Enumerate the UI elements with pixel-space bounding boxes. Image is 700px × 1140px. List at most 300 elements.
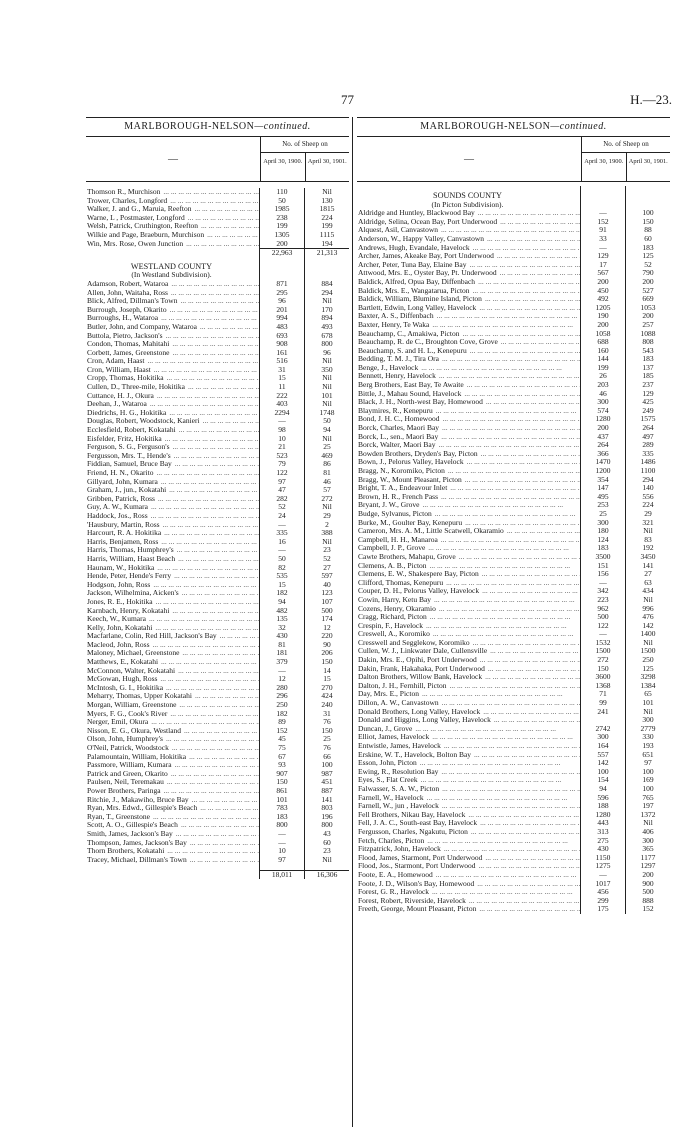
sheep-1900-value: —: [580, 579, 625, 588]
sheep-1900-value: 150: [580, 665, 625, 674]
table-row: [357, 244, 670, 253]
sheep-1901-value: 97: [625, 759, 670, 768]
sheep-1901-value: 350: [304, 366, 349, 375]
sheep-1900-value: —: [580, 630, 625, 639]
sheep-1901-value: 169: [625, 776, 670, 785]
table-row: [357, 493, 670, 502]
sheep-1900-value: 907: [259, 770, 304, 779]
sheep-1901-value: 29: [625, 510, 670, 519]
owner-name: Baldick, Alfred, Opua Bay, Diffenbach ... .: [357, 278, 580, 287]
table-row: [357, 415, 670, 424]
owner-name: Crespin, F., Havelock ... .: [357, 622, 580, 631]
owner-name: Butler, John, and Company, Wataroa ... .: [86, 323, 259, 332]
sheep-1901-value: 199: [304, 222, 349, 231]
table-row: [86, 297, 349, 306]
owner-name: Attwood, Mrs. E., Oyster Bay, Pt. Underwood ... .: [357, 269, 580, 278]
sheep-1901-value: Nil: [304, 188, 349, 197]
sheep-1901-value: 321: [625, 519, 670, 528]
table-row: [86, 667, 349, 676]
sheep-1900-value: 871: [259, 280, 304, 289]
owner-name: Campbell, J. P., Grove ... .: [357, 544, 580, 553]
sheep-1901-value: 200: [625, 278, 670, 287]
sheep-1900-value: 962: [580, 605, 625, 614]
owner-name: Baxter, Henry, Te Waka ... .: [357, 321, 580, 330]
owner-name: Fergusson, Charles, Ngakutu, Picton ... .: [357, 828, 580, 837]
sheep-1900-value: 33: [580, 235, 625, 244]
table-row: [86, 222, 349, 231]
table-row: [357, 321, 670, 330]
table-row: [86, 383, 349, 392]
owner-name: Harris, Benjamen, Ross ... .: [86, 538, 259, 547]
sheep-1900-value: 523: [259, 452, 304, 461]
sheep-1900-value: 241: [580, 708, 625, 717]
owner-name: Clemens, A. B., Picton ... .: [357, 562, 580, 571]
owner-name: Creswell, A., Koromiko ... .: [357, 630, 580, 639]
owner-name: Couper, D. H., Pelorus Valley, Havelock ... .: [357, 587, 580, 596]
table-row: [357, 759, 670, 768]
sheep-1901-value: 183: [625, 244, 670, 253]
sheep-1901-value: 193: [625, 742, 670, 751]
table-row: [357, 596, 670, 605]
table-row: [86, 718, 349, 727]
sheep-1900-value: 693: [259, 332, 304, 341]
owner-name: Archer, Peter, Tuna Bay, Elaine Bay ... .: [357, 261, 580, 270]
table-row: [357, 880, 670, 889]
owner-name: Ryan, T., Greenstone ... .: [86, 813, 259, 822]
sheep-1900-value: 93: [259, 761, 304, 770]
table-row: [86, 214, 349, 223]
sheep-1901-value: 150: [304, 727, 349, 736]
owner-name: Baldick, William, Blumine Island, Picton ... .: [357, 295, 580, 304]
sheep-1900-value: 200: [259, 240, 304, 249]
table-row: [357, 330, 670, 339]
sheep-1901-value: Nil: [625, 639, 670, 648]
sheep-1900-value: 557: [580, 751, 625, 760]
sheep-1900-value: 1470: [580, 458, 625, 467]
sheep-1900-value: 342: [580, 587, 625, 596]
subdivision-label: [357, 201, 670, 210]
sheep-1900-value: 354: [580, 476, 625, 485]
sheep-1900-value: 1985: [259, 205, 304, 214]
table-row: [86, 409, 349, 418]
owner-name: Dalton Brothers, Willow Bank, Havelock ... .: [357, 673, 580, 682]
table-row: [357, 209, 670, 218]
table-row: [357, 905, 670, 914]
table-row: [357, 639, 670, 648]
date-1900-header: April 30, 1900.: [263, 158, 303, 165]
owner-name: Thomson R., Murchison ... .: [86, 188, 259, 197]
owner-name: Bartlett, Edwin, Long Valley, Havelock ... .: [357, 304, 580, 313]
owner-name: Corbett, James, Greenstone ... .: [86, 349, 259, 358]
sheep-1900-value: 183: [580, 544, 625, 553]
owner-name: Meharry, Thomas, Upper Kokatahi ... .: [86, 692, 259, 701]
owner-name: Fell, J. A. C., South-east Bay, Havelock ... .: [357, 819, 580, 828]
table-row: [86, 555, 349, 564]
sheep-1900-value: 222: [259, 392, 304, 401]
table-row: [86, 692, 349, 701]
section-heading: [86, 263, 349, 272]
sheep-1901-value: Nil: [304, 357, 349, 366]
owner-name: Flood, Jos., Starmont, Port Underwood ... .: [357, 862, 580, 871]
owner-name: Gillyard, John, Kumara ... .: [86, 478, 259, 487]
sheep-1901-value: 43: [304, 830, 349, 839]
sheep-1901-value: Nil: [304, 297, 349, 306]
table-row: [86, 332, 349, 341]
table-row: [357, 888, 670, 897]
sheep-1900-value: 160: [580, 347, 625, 356]
sheep-1901-value: 527: [625, 287, 670, 296]
owner-name: Diedrichs, H. G., Hokitika ... .: [86, 409, 259, 418]
sheep-1901-value: 887: [304, 787, 349, 796]
sheep-1901-value: 543: [625, 347, 670, 356]
owner-name: Donald and Higgins, Long Valley, Havelock ... .: [357, 716, 580, 725]
sheep-1901-value: Nil: [304, 538, 349, 547]
sheep-1901-value: Nil: [625, 708, 670, 717]
table-row: [86, 546, 349, 555]
sheep-1900-value: 99: [580, 699, 625, 708]
sheep-1900-value: 175: [580, 905, 625, 914]
sheep-1901-value: 29: [304, 512, 349, 521]
owner-name: Fergusson, Mrs. T., Hende's ... .: [86, 452, 259, 461]
table-row: [86, 280, 349, 289]
date-1901-header: April 30, 1901.: [305, 153, 350, 181]
sheep-1901-value: 46: [304, 478, 349, 487]
sheep-1900-value: 1275: [580, 862, 625, 871]
sheep-1900-value: 182: [259, 589, 304, 598]
sheep-1901-value: 3298: [625, 673, 670, 682]
sheep-1901-value: 434: [625, 587, 670, 596]
sheep-1901-value: 192: [625, 544, 670, 553]
sheep-1900-value: 46: [580, 390, 625, 399]
sheep-1901-value: 81: [304, 469, 349, 478]
sheep-1901-value: 76: [304, 718, 349, 727]
table-row: [357, 622, 670, 631]
sheep-1900-value: 151: [580, 562, 625, 571]
sheep-1900-value: 1017: [580, 880, 625, 889]
sheep-1900-value: 122: [580, 622, 625, 631]
sheep-1900-value: 147: [580, 484, 625, 493]
sheep-1900-value: 688: [580, 338, 625, 347]
sheep-1900-value: 2294: [259, 409, 304, 418]
sheep-1900-value: 492: [580, 295, 625, 304]
sheep-1900-value: 264: [580, 441, 625, 450]
sheep-1900-value: 154: [580, 776, 625, 785]
sheep-1901-value: 50: [304, 417, 349, 426]
table-row: [86, 778, 349, 787]
owner-name: Borck, Walter, Maori Bay ... .: [357, 441, 580, 450]
table-row: [86, 289, 349, 298]
sheep-1900-value: 483: [259, 323, 304, 332]
owner-name: Paulsen, Neil, Teremakau ... .: [86, 778, 259, 787]
owner-name: Karnbach, Henry, Kokatahi ... .: [86, 607, 259, 616]
owner-name: Olson, John, Humphrey's ... .: [86, 735, 259, 744]
sheep-1900-value: 91: [580, 226, 625, 235]
owner-name: Clifford, Thomas, Kenepuru ... .: [357, 579, 580, 588]
table-row: [86, 521, 349, 530]
sheep-1901-value: 12: [304, 624, 349, 633]
sheep-1901-value: 237: [625, 381, 670, 390]
sheep-1900-value: 482: [259, 607, 304, 616]
owner-name: Cowin, Harry, Ketu Bay ... .: [357, 596, 580, 605]
sheep-1901-value: 100: [625, 785, 670, 794]
sheep-1900-value: 152: [580, 218, 625, 227]
owner-name: Graham, J., jun., Kokatahi ... .: [86, 486, 259, 495]
table-row: [86, 205, 349, 214]
sheep-1900-value: 250: [259, 701, 304, 710]
table-row: [357, 716, 670, 725]
table-row: [357, 819, 670, 828]
sheep-1900-value: 52: [259, 503, 304, 512]
sheep-1901-value: 141: [304, 796, 349, 805]
owner-name: Bond, J. H. C., Homewood ... .: [357, 415, 580, 424]
sheep-1900-value: 443: [580, 819, 625, 828]
sheep-1901-value: Nil: [304, 400, 349, 409]
sheep-1901-value: 194: [304, 240, 349, 249]
sheep-1901-value: 174: [304, 615, 349, 624]
sheep-1901-value: 1297: [625, 862, 670, 871]
sheep-count-header: No. of Sheep on: [261, 137, 349, 153]
table-row: [357, 897, 670, 906]
sheep-1901-value: 800: [304, 821, 349, 830]
table-row: [357, 467, 670, 476]
sheep-1901-value: 330: [625, 733, 670, 742]
owner-name: Falwasser, S. A. W., Picton ... .: [357, 785, 580, 794]
owner-name: Welsh, Patrick, Cruthington, Reefton ... .: [86, 222, 259, 231]
sheep-1900-value: 15: [259, 374, 304, 383]
sheep-1900-value: 908: [259, 340, 304, 349]
sheep-1901-value: 94: [304, 426, 349, 435]
table-row: [86, 830, 349, 839]
sheep-1900-value: 861: [259, 787, 304, 796]
sheep-1900-value: 161: [259, 349, 304, 358]
table-row: [357, 794, 670, 803]
sheep-1901-value: 88: [625, 226, 670, 235]
sheep-1901-value: 1748: [304, 409, 349, 418]
sheep-1901-value: 1486: [625, 458, 670, 467]
left-table-body: [86, 182, 349, 879]
owner-name: Guy, A. W., Kumara ... .: [86, 503, 259, 512]
table-row: [357, 390, 670, 399]
owner-name: Brown, H. R., French Pass ... .: [357, 493, 580, 502]
owner-name: Cullen, W. J., Linkwater Dale, Cullensville ... .: [357, 647, 580, 656]
owner-name: Andrews, Hugh, Evandale, Havelock ... .: [357, 244, 580, 253]
sheep-1900-value: 75: [259, 744, 304, 753]
sheep-1901-value: Nil: [304, 503, 349, 512]
sheep-1900-value: 89: [259, 718, 304, 727]
owner-name: Beauchamp, R. de C., Broughton Cove, Grove ... .: [357, 338, 580, 347]
sheep-1900-value: 22,963: [259, 248, 304, 257]
sheep-1900-value: 188: [580, 802, 625, 811]
sheep-1900-value: 430: [259, 632, 304, 641]
owner-name: Myers, F. G., Cook's River ... .: [86, 710, 259, 719]
sheep-1900-value: 79: [259, 460, 304, 469]
table-row: [86, 323, 349, 332]
sheep-1900-value: 110: [259, 188, 304, 197]
sheep-1901-value: 3450: [625, 553, 670, 562]
table-row: [86, 744, 349, 753]
owner-name: Patrick and Green, Okarito ... .: [86, 770, 259, 779]
table-row: [86, 197, 349, 206]
sheep-1900-value: 994: [259, 314, 304, 323]
owner-name: Nerger, Emil, Okura ... .: [86, 718, 259, 727]
sheep-1900-value: 10: [259, 435, 304, 444]
owner-name: Cullen, D., Three-mile, Hokitika ... .: [86, 383, 259, 392]
owner-name: Burke, M., Goulter Bay, Kenepuru ... .: [357, 519, 580, 528]
sheep-1901-value: 1575: [625, 415, 670, 424]
table-row: [357, 441, 670, 450]
sheep-1900-value: —: [259, 417, 304, 426]
table-row: [357, 837, 670, 846]
sheep-1900-value: 437: [580, 433, 625, 442]
owner-name: Friend, H. N., Okarito ... .: [86, 469, 259, 478]
owner-name: Beauchamp, S. and H. L., Kenepuru ... .: [357, 347, 580, 356]
right-table-header: [357, 136, 670, 182]
sheep-1900-value: 238: [259, 214, 304, 223]
sheep-1900-value: —: [580, 209, 625, 218]
table-row: [86, 314, 349, 323]
table-row: [86, 796, 349, 805]
owner-name: Bennett, Henry, Havelock ... .: [357, 372, 580, 381]
sheep-1900-value: 567: [580, 269, 625, 278]
name-header: —: [464, 153, 474, 165]
page-number: 77: [341, 92, 354, 107]
owner-name: Harcourt, R. A. Hokitika ... .: [86, 529, 259, 538]
sheep-1901-value: Nil: [625, 819, 670, 828]
sheep-1900-value: 3500: [580, 553, 625, 562]
table-row: [86, 821, 349, 830]
sheep-1900-value: 1280: [580, 415, 625, 424]
sheep-1901-value: 597: [304, 572, 349, 581]
table-row: [86, 340, 349, 349]
owner-name: Forest, G. R., Havelock ... .: [357, 888, 580, 897]
sheep-1900-value: 1205: [580, 304, 625, 313]
sheep-1901-value: 206: [304, 649, 349, 658]
sheep-1900-value: 50: [259, 197, 304, 206]
table-row: [86, 400, 349, 409]
sheep-1901-value: 52: [304, 555, 349, 564]
sheep-1901-value: 100: [625, 209, 670, 218]
owner-name: Haunam, W., Hokitika ... .: [86, 564, 259, 573]
sheep-1900-value: 50: [259, 555, 304, 564]
sheep-1900-value: 31: [259, 366, 304, 375]
sheep-1900-value: 26: [580, 372, 625, 381]
sheep-1901-value: 60: [304, 839, 349, 848]
sheep-1901-value: 425: [625, 398, 670, 407]
owner-name: Dakin, Mrs. E., Opihi, Port Underwood ... .: [357, 656, 580, 665]
owner-name: Bragg, W., Mount Pleasant, Picton ... .: [357, 476, 580, 485]
owner-name: O'Neil, Patrick, Woodstock ... .: [86, 744, 259, 753]
right-column: [357, 117, 670, 914]
sheep-1900-value: 1500: [580, 647, 625, 656]
owner-name: Baxter, A. S., Diffenbach ... .: [357, 312, 580, 321]
column-divider: [352, 117, 353, 1127]
table-row: [86, 839, 349, 848]
sheep-1901-value: 142: [625, 622, 670, 631]
sheep-1901-value: 365: [625, 845, 670, 854]
sheep-1901-value: 23: [304, 847, 349, 856]
owner-name: Wilkie and Page, Braeburn, Murchison ... .: [86, 231, 259, 240]
owner-name: Ewing, R., Resolution Bay ... .: [357, 768, 580, 777]
sheep-1900-value: 150: [259, 778, 304, 787]
owner-name: Palamountain, William, Hokitika ... .: [86, 753, 259, 762]
table-row: [357, 733, 670, 742]
owner-name: Macfarlane, Colin, Red Hill, Jackson's Bay ... .: [86, 632, 259, 641]
table-row: [357, 476, 670, 485]
sheep-1901-value: 224: [625, 501, 670, 510]
sheep-1900-value: 124: [580, 536, 625, 545]
sheep-1900-value: 21: [259, 443, 304, 452]
sheep-1900-value: 18,011: [259, 870, 304, 879]
table-row: [357, 605, 670, 614]
owner-name: Esson, John, Picton ... .: [357, 759, 580, 768]
table-row: [357, 690, 670, 699]
table-row: [86, 306, 349, 315]
sheep-1900-value: 180: [580, 527, 625, 536]
table-row: [357, 845, 670, 854]
sheep-1900-value: 495: [580, 493, 625, 502]
sheep-1900-value: 16: [259, 538, 304, 547]
sheep-1901-value: 16,306: [304, 870, 349, 879]
table-row: [357, 699, 670, 708]
sheep-1900-value: 223: [580, 596, 625, 605]
table-row: [357, 295, 670, 304]
owner-name: WESTLAND COUNTY: [130, 262, 213, 271]
sheep-1901-value: 150: [304, 658, 349, 667]
table-row: [86, 607, 349, 616]
sheep-1901-value: 57: [304, 486, 349, 495]
sheep-1900-value: 300: [580, 398, 625, 407]
owner-name: Black, J. H., North-west Bay, Homewood ... .: [357, 398, 580, 407]
owner-name: Macleod, John, Ross ... .: [86, 641, 259, 650]
table-row: [357, 364, 670, 373]
sheep-1901-value: 1384: [625, 682, 670, 691]
owner-name: Aldridge, Selina, Ocean Bay, Port Underwood ... .: [357, 218, 580, 227]
sheep-1901-value: 388: [304, 529, 349, 538]
sheep-1900-value: 3600: [580, 673, 625, 682]
owner-name: Cropp, Thomas, Hokitika ... .: [86, 374, 259, 383]
owner-name: Harris, Thomas, Humphrey's ... .: [86, 546, 259, 555]
sheep-1900-value: 32: [259, 624, 304, 633]
table-row: [86, 727, 349, 736]
owner-name: Tracey, Michael, Dillman's Town ... .: [86, 856, 259, 865]
sheep-1901-value: 300: [625, 716, 670, 725]
owner-name: Bown, J., Pelorus Valley, Havelock ... .: [357, 458, 580, 467]
table-row: [86, 761, 349, 770]
sheep-1901-value: 1815: [304, 205, 349, 214]
table-row: [357, 673, 670, 682]
owner-name: Elliot, James, Havelock ... .: [357, 733, 580, 742]
sheep-1901-value: 25: [304, 735, 349, 744]
sheep-1900-value: —: [580, 244, 625, 253]
sheep-1901-value: 63: [625, 579, 670, 588]
sheep-1901-value: Nil: [304, 435, 349, 444]
owner-name: Campbell, H. H., Manaroa ... .: [357, 536, 580, 545]
sheep-1901-value: [304, 263, 349, 272]
table-row: [357, 381, 670, 390]
sheep-1901-value: 469: [304, 452, 349, 461]
owner-name: Bedding, T. M. J., Tira Ora ... .: [357, 355, 580, 364]
sheep-1900-value: 96: [259, 297, 304, 306]
sheep-1901-value: 90: [304, 641, 349, 650]
sheep-1901-value: 183: [625, 355, 670, 364]
sheep-1901-value: 83: [625, 536, 670, 545]
sheep-1900-value: 144: [580, 355, 625, 364]
owner-name: Aldridge and Huntley, Blackwood Bay ... .: [357, 209, 580, 218]
table-row: [86, 649, 349, 658]
table-row: [357, 553, 670, 562]
sheep-1901-value: 556: [625, 493, 670, 502]
sheep-1901-value: Nil: [625, 596, 670, 605]
